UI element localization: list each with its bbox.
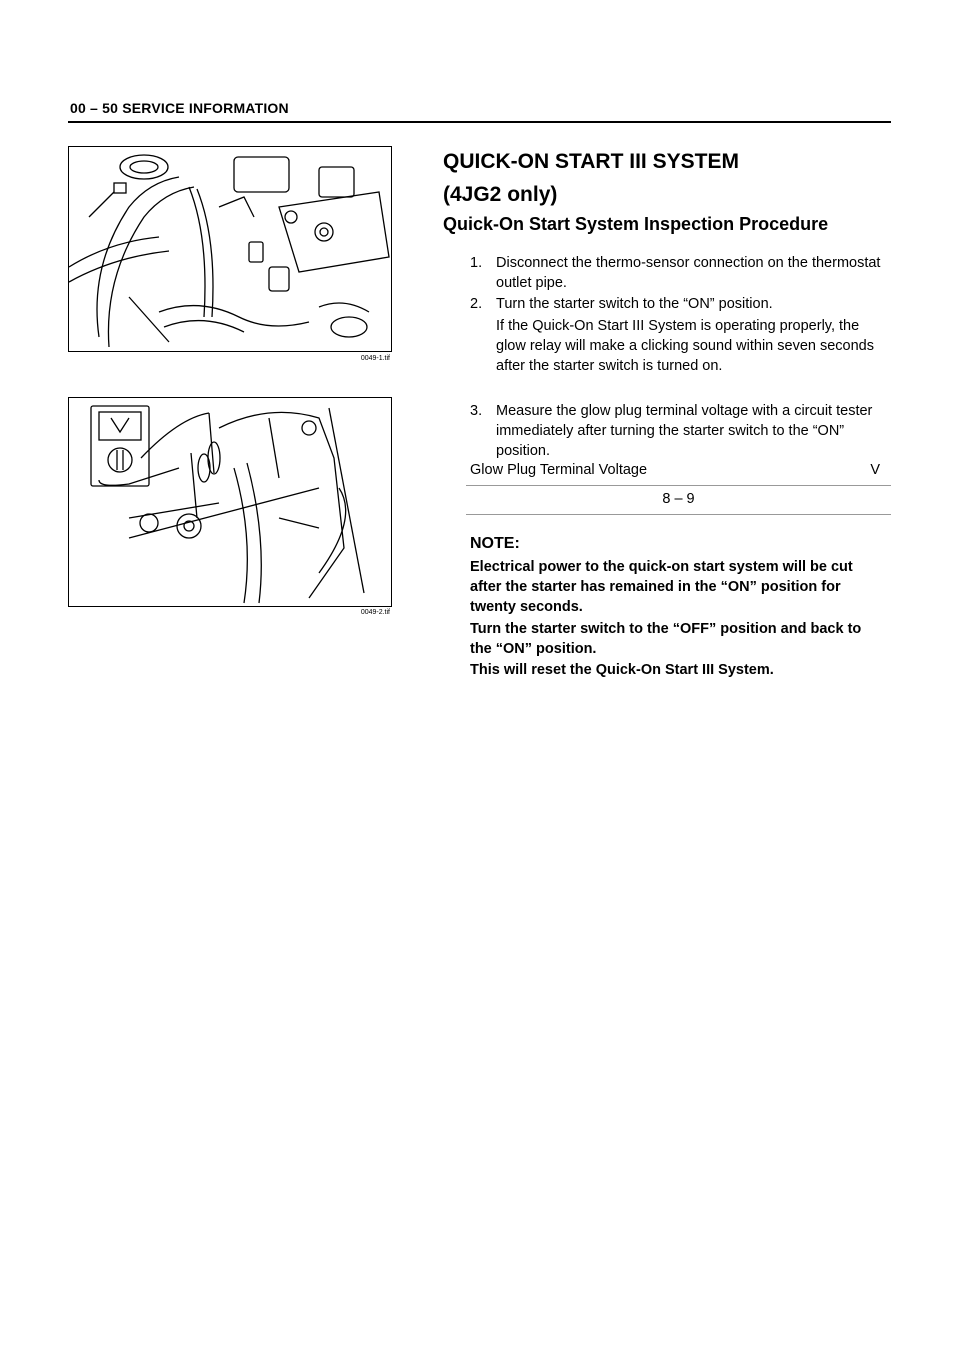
note-paragraph: Turn the starter switch to the “OFF” position and back to the “ON” position.: [470, 621, 862, 657]
section-subtitle: Quick-On Start System Inspection Procedure: [443, 214, 829, 234]
step-item: [470, 253, 890, 293]
header-divider: [68, 121, 891, 123]
voltmeter-drawing-icon: [69, 398, 391, 606]
step-number: 2.: [470, 296, 483, 312]
note-paragraph: This will reset the Quick-On Start III System.: [470, 662, 774, 678]
section-title-line2: (4JG2 only): [443, 183, 558, 206]
step-item: [470, 401, 890, 461]
spec-label: Glow Plug Terminal Voltage: [470, 462, 648, 478]
note-paragraph: Electrical power to the quick-on start system will be cut after the starter has remained in the “ON” position for twenty seconds.: [470, 559, 853, 615]
spec-unit: V: [870, 462, 880, 478]
spec-header-row: [470, 462, 880, 478]
step-note: If the Quick-On Start III System is operating properly, the glow relay will make a clicking sound within seven seconds after the starter switch is turned on.: [496, 318, 874, 374]
engine-thermo-sensor-illustration: [68, 146, 392, 352]
page-header: 00 – 50 SERVICE INFORMATION: [70, 100, 289, 116]
step-number: 3.: [470, 403, 483, 419]
step-text: Measure the glow plug terminal voltage with a circuit tester immediately after turning the starter switch to the “ON” position.: [496, 403, 873, 459]
voltmeter-glow-plug-illustration: [68, 397, 392, 607]
step-item: [470, 294, 890, 314]
engine-drawing-icon: [69, 147, 391, 351]
note-heading: NOTE:: [470, 535, 520, 552]
figure-caption: 0049-2.tif: [360, 609, 390, 616]
step-number: 1.: [470, 255, 483, 271]
section-title-line1: QUICK-ON START III SYSTEM: [443, 150, 739, 173]
spec-divider: [466, 514, 891, 515]
step-text: Turn the starter switch to the “ON” position.: [496, 296, 773, 312]
spec-value: 8 – 9: [662, 491, 695, 507]
spec-divider: [466, 485, 891, 486]
figure-caption: 0049-1.tif: [360, 355, 390, 362]
section-title: [443, 147, 739, 210]
step-text: Disconnect the thermo-sensor connection on the thermostat outlet pipe.: [496, 255, 881, 291]
